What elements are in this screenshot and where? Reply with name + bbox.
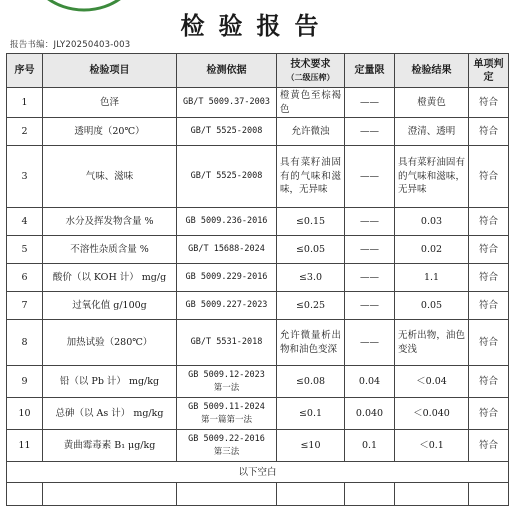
cell-verdict: 符合 [469, 118, 509, 146]
header-method: 检测依据 [177, 54, 277, 88]
cell-result: 澄清、透明 [395, 118, 469, 146]
table-footer-row [7, 462, 509, 483]
header-item: 检验项目 [43, 54, 177, 88]
cell-method [177, 430, 277, 462]
cell-item: 黄曲霉毒素 B₁ μg/kg [43, 430, 177, 462]
table-row [7, 430, 509, 462]
cell-limit: —— [345, 320, 395, 366]
cell-result: 0.05 [395, 292, 469, 320]
cell-method-clause: 第一篇第一法 [200, 414, 252, 425]
cell-verdict: 符合 [469, 146, 509, 208]
table-row [7, 366, 509, 398]
cell-seq: 3 [7, 146, 43, 208]
cell-result: 橙黄色 [395, 88, 469, 118]
table-row [7, 88, 509, 118]
header-requirement-sub: （二级压榨） [286, 71, 335, 82]
cell-method-standard: GB 5009.11-2024 [188, 401, 265, 412]
cell-requirement: ≤3.0 [277, 264, 345, 292]
cell-item: 铅（以 Pb 计） mg/kg [43, 366, 177, 398]
cell-seq: 7 [7, 292, 43, 320]
cell-item: 色泽 [43, 88, 177, 118]
table-row [7, 236, 509, 264]
cell-limit: —— [345, 292, 395, 320]
cell-verdict: 符合 [469, 292, 509, 320]
cell-method-clause: 第一法 [213, 382, 240, 393]
cell-method [177, 398, 277, 430]
cell-item: 透明度（20℃） [43, 118, 177, 146]
cell-result: 具有菜籽油固有的气味和滋味，无异味 [395, 146, 469, 208]
cell-method-standard: GB 5009.22-2016 [188, 433, 265, 444]
cell-item: 气味、滋味 [43, 146, 177, 208]
cell-seq: 11 [7, 430, 43, 462]
cell-result: 1.1 [395, 264, 469, 292]
cell-seq: 9 [7, 366, 43, 398]
header-requirement-label: 技术要求 [290, 58, 331, 70]
table-row [7, 208, 509, 236]
cell-method: GB/T 5525-2008 [177, 146, 277, 208]
cell-result: 无析出物，油色变浅 [395, 320, 469, 366]
cell-method: GB/T 5525-2008 [177, 118, 277, 146]
inspection-table [6, 53, 509, 506]
cell-method: GB/T 5009.37-2003 [177, 88, 277, 118]
cell-verdict: 符合 [469, 320, 509, 366]
cell-result: ＜0.040 [395, 398, 469, 430]
header-seq: 序号 [7, 54, 43, 88]
cell-result: ＜0.1 [395, 430, 469, 462]
cell-limit: —— [345, 208, 395, 236]
blank-cell [469, 483, 509, 506]
cell-requirement: ≤0.1 [277, 398, 345, 430]
cell-result: ＜0.04 [395, 366, 469, 398]
cell-limit: 0.1 [345, 430, 395, 462]
cell-seq: 4 [7, 208, 43, 236]
cell-method: GB 5009.236-2016 [177, 208, 277, 236]
header-requirement [277, 54, 345, 88]
cell-result: 0.03 [395, 208, 469, 236]
cell-verdict: 符合 [469, 88, 509, 118]
table-row [7, 398, 509, 430]
cell-seq: 10 [7, 398, 43, 430]
cell-limit: —— [345, 88, 395, 118]
cell-item: 不溶性杂质含量 % [43, 236, 177, 264]
cell-seq: 2 [7, 118, 43, 146]
page-title: 检验报告 [180, 11, 333, 40]
blank-cell [7, 483, 43, 506]
cell-requirement: ≤0.05 [277, 236, 345, 264]
cell-verdict: 符合 [469, 366, 509, 398]
header-verdict: 单项判定 [469, 54, 509, 88]
table-header-row [7, 54, 509, 88]
cell-limit: —— [345, 264, 395, 292]
blank-cell [277, 483, 345, 506]
cell-item: 水分及挥发物含量 % [43, 208, 177, 236]
blank-cell [177, 483, 277, 506]
blank-cell [43, 483, 177, 506]
cell-item: 酸价（以 KOH 计） mg/g [43, 264, 177, 292]
report-number: 报告书编：JLY20250403-003 [10, 40, 131, 50]
cell-seq: 8 [7, 320, 43, 366]
cell-limit: —— [345, 118, 395, 146]
blank-cell [345, 483, 395, 506]
table-row [7, 320, 509, 366]
cell-item: 加热试验（280℃） [43, 320, 177, 366]
cell-result: 0.02 [395, 236, 469, 264]
footer-note: 以下空白 [7, 462, 509, 483]
cell-seq: 6 [7, 264, 43, 292]
cell-method: GB 5009.229-2016 [177, 264, 277, 292]
table-row [7, 264, 509, 292]
table-row [7, 118, 509, 146]
cell-seq: 1 [7, 88, 43, 118]
cell-requirement: 允许微量析出物和油色变深 [277, 320, 345, 366]
cell-method: GB/T 5531-2018 [177, 320, 277, 366]
cell-requirement: 允许微浊 [277, 118, 345, 146]
cell-requirement: 具有菜籽油固有的气味和滋味，无异味 [277, 146, 345, 208]
cell-requirement: ≤0.08 [277, 366, 345, 398]
cell-method: GB/T 15688-2024 [177, 236, 277, 264]
cell-verdict: 符合 [469, 398, 509, 430]
cell-requirement: ≤10 [277, 430, 345, 462]
cell-verdict: 符合 [469, 208, 509, 236]
cell-method [177, 366, 277, 398]
cell-item: 总砷（以 As 计） mg/kg [43, 398, 177, 430]
cell-method: GB 5009.227-2023 [177, 292, 277, 320]
cell-method-clause: 第三法 [213, 446, 240, 457]
cell-limit: —— [345, 236, 395, 264]
cell-limit: 0.04 [345, 366, 395, 398]
cell-requirement: ≤0.15 [277, 208, 345, 236]
cell-limit: 0.040 [345, 398, 395, 430]
cell-requirement: 橙黄色至棕褐色 [277, 88, 345, 118]
cell-item: 过氧化值 g/100g [43, 292, 177, 320]
table-blank-row [7, 483, 509, 506]
cell-requirement: ≤0.25 [277, 292, 345, 320]
blank-cell [395, 483, 469, 506]
cell-limit: —— [345, 146, 395, 208]
table-row [7, 146, 509, 208]
header-result: 检验结果 [395, 54, 469, 88]
cell-verdict: 符合 [469, 236, 509, 264]
table-row [7, 292, 509, 320]
cell-seq: 5 [7, 236, 43, 264]
cell-method-standard: GB 5009.12-2023 [188, 369, 265, 380]
cell-verdict: 符合 [469, 430, 509, 462]
header-limit: 定量限 [345, 54, 395, 88]
cell-verdict: 符合 [469, 264, 509, 292]
